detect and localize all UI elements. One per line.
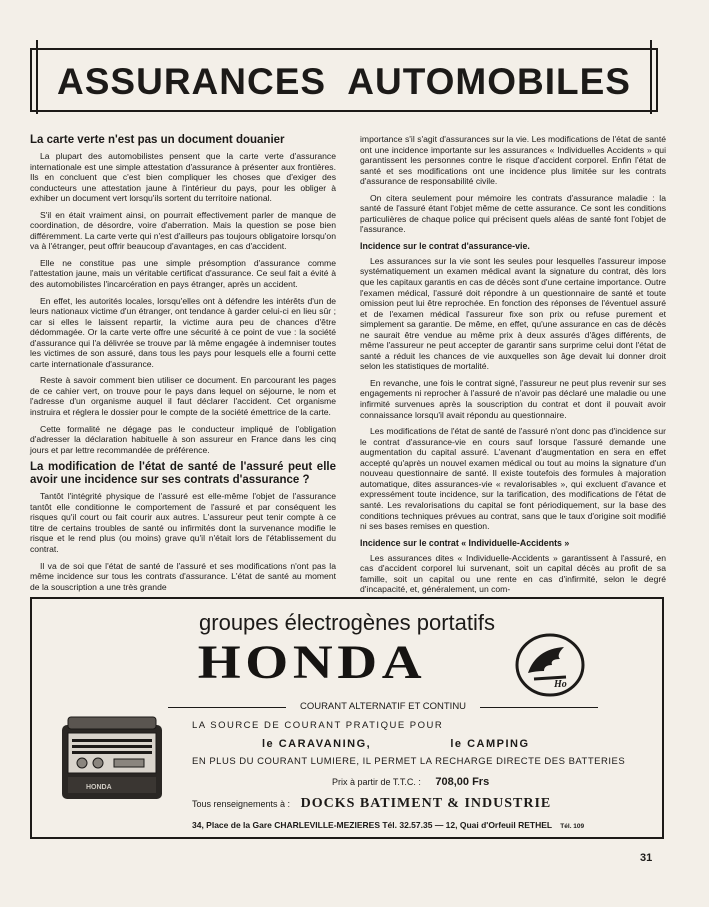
page-number: 31 xyxy=(640,852,653,864)
ad-line-batteries: EN PLUS DU COURANT LUMIERE, IL PERMET LA RECHARGE DIRECTE DES BATTERIES xyxy=(192,756,626,767)
honda-wordmark: HONDA xyxy=(197,636,427,689)
left-column xyxy=(30,134,336,594)
ad-line-uses xyxy=(262,738,622,750)
ad-line-source: LA SOURCE DE COURANT PRATIQUE POUR xyxy=(192,720,444,731)
info-label: Tous renseignements à : xyxy=(192,799,291,809)
right-column xyxy=(360,134,666,594)
subheading-life-insurance: Incidence sur le contrat d'assurance-vie. xyxy=(360,240,530,251)
page-title: ASSURANCES AUTOMOBILES xyxy=(57,61,631,102)
paragraph: Reste à savoir comment bien utiliser ce document. En parcourant les pages de ce cahier vert, on trouve pour le pays dans lequel on séjourne, le nom et l'adresse d'un organisme auquel il faut déclarer l'accident. Cet organisme instruira et réglera le dossier pour le compte de la société émettrice de la carte. xyxy=(30,375,336,418)
paragraph: Tantôt l'intégrité physique de l'assuré est elle-même l'objet de l'assurance tantôt elle conditionne le comportement de l'assuré et par conséquent les risques qu'il court ou fait courir aux autres. L'assureur peut tenir compte à ce titre de certains troubles de santé ou infirmités dont la survenance modifie le risque et le rend plus (ou moins) grave qu'il n'était lors de l'établissement du contrat. xyxy=(30,491,336,554)
dealer-name: DOCKS BATIMENT & INDUSTRIE xyxy=(300,796,552,811)
ad-tagline: COURANT ALTERNATIF ET CONTINU xyxy=(299,701,467,712)
paragraph: importance s'il s'agit d'assurances sur la vie. Les modifications de l'état de santé ont une incidence importante sur les assurances « Individuelles Accidents » qui garantissent les personnes contre le risque d'accident corporel. Enfin l'état de santé et ses modifications ont une incidence plus limitée sur les contrats d'assurance de responsabilité civile. xyxy=(360,134,666,187)
dealer-tel-2: Tél. 109 xyxy=(560,823,585,830)
paragraph: On citera seulement pour mémoire les contrats d'assurance maladie : la santé de l'assuré étant l'objet même de cette assurance. Ce sont les conditions particulières de chaque police qui précisent quels aléas de santé font l'objet de l'assurance. xyxy=(360,192,666,235)
price-label: Prix à partir de T.T.C. : xyxy=(332,777,421,787)
generator-image xyxy=(58,711,168,803)
paragraph: S'il en était vraiment ainsi, on pourrait effectivement parler de manque de coordination, de désordre, voire d'aberration. Mais la question se pose bien différemment. La carte verte qui n'est d'ailleurs pas toujours obligatoire lorsqu'on va à l'étranger, peut offrir beaucoup d'avantages, en cas d'accident. xyxy=(30,209,336,252)
logo-text: Ho xyxy=(554,679,567,690)
paragraph: Les assurances sur la vie sont les seules pour lesquelles l'assureur impose systématiquement un examen médical avant la signature du contrat, dès lors que les capitaux garantis en cas de décès sont d'une certaine importance. Outre l'examen médical, l'assuré doit répondre à un questionnaire de santé et toute omission peut lui être reprochée. En fonction des réponses de l'éventuel assuré et de l'examen médical l'assureur fixe son prix ou refuse purement et simplement sa garantie. De même, en effet, qu'une assurance en cas de décès ne saurait être vendue au même prix à deux assurés d'âges différents, de même l'assureur ne peut accepter de garantir sans surprime celui dont l'état de santé a réduit les chances de vie auxquelles son âge devait lui donner droit selon les statistiques de mortalité. xyxy=(360,255,666,372)
ad-headline: groupes électrogènes portatifs xyxy=(199,610,495,635)
paragraph: Il va de soi que l'état de santé de l'assuré et ses modifications n'ont pas la même incidence sur tous les contrats d'assurance. L'état de santé au moment de la souscription a une très grande xyxy=(30,560,336,592)
ad-camping: le CAMPING xyxy=(450,738,530,750)
paragraph: Les modifications de l'état de santé de l'assuré n'ont donc pas d'incidence sur le contrat d'assurance-vie en cours sauf lorsque l'assuré demande une augmentation du capital assuré. L'avenant d'augmentation en sera en effet accepté qu'après un nouvel examen médical ou tout au moins la signature d'un nouveau questionnaire de santé. Il existe toutefois des formules à majoration automatique, dites assurances-vie « revalorisables », qui excluent d'avance et expressément toute incidence, sur la tarification, des modifications de l'état de santé. Les revalorisations du capital se font périodiquement, sur la base des conditions techniques prévues au contrat, sans que le taux d'origine soit modifié ni ses bases remises en question. xyxy=(360,426,666,532)
dealer-address: 34, Place de la Gare CHARLEVILLE-MEZIERES Tél. 32.57.35 — 12, Quai d'Orfeuil RETHEL xyxy=(192,820,552,830)
article-body xyxy=(30,134,666,594)
paragraph: Les assurances dites « Individuelle-Accidents » garantissent à l'assuré, en cas d'accident corporel lui survenant, soit un capital décès au profit de sa famille, soit un capital ou une rente en cas d'infirmité, selon le degré d'incapacité, et, généralement, un com- xyxy=(360,552,666,595)
subheading-individual-accidents: Incidence sur le contrat « Individuelle-Accidents » xyxy=(360,537,570,548)
ad-price-line xyxy=(332,776,652,788)
tagline-rule xyxy=(168,701,598,713)
header-banner xyxy=(30,48,658,112)
paragraph: La plupart des automobilistes pensent que la carte verte d'assurance internationale est une simple attestation d'assurance à présenter aux frontières. Ils en concluent que c'est bien compliquer les choses que d'exiger des conducteurs une attestation jaune à l'intérieur du pays, pour les obliger à exhiber un document vert lorsqu'ils sortent du territoire national. xyxy=(30,151,336,204)
paragraph: Cette formalité ne dégage pas le conducteur impliqué de l'obligation d'adresser la déclaration habituelle à son assureur en France dans les cinq jours et par lettre recommandée de préférence. xyxy=(30,423,336,455)
section-heading-health: La modification de l'état de santé de l'assuré peut elle avoir une incidence sur ses contrats d'assurance ? xyxy=(30,461,336,487)
honda-wing-logo-icon xyxy=(514,633,586,697)
paragraph: En revanche, une fois le contrat signé, l'assureur ne peut plus revenir sur ses engagements ni reprocher à l'assuré de n'avoir pas déclaré une maladie ou une infirmité survenues après la souscription du contrat et dont il pouvait avoir connaissance lorsqu'il avait répondu au questionnaire. xyxy=(360,377,666,420)
ad-address-line xyxy=(192,820,662,830)
paragraph: Elle ne constitue pas une simple présomption d'assurance comme l'attestation jaune, mais un véritable certificat d'assurance. Ce seul fait a évité à des automobilistes l'incarcération en pays étranger, après un accident. xyxy=(30,257,336,290)
section-heading-green-card: La carte verte n'est pas un document douanier xyxy=(30,134,285,146)
ad-caravaning: le CARAVANING, xyxy=(262,738,372,750)
price-value: 708,00 Frs xyxy=(435,776,490,788)
honda-advertisement xyxy=(30,597,664,839)
paragraph: En effet, les autorités locales, lorsqu'elles ont à défendre les intérêts d'un de leurs nationaux victime d'un étranger, ont tendance à garder celui-ci en lieu sûr ; car si elles le laissent repartir, la victime aura peu de chances d'être dédommagée. Or la carte verte offre une sécurité à ce point de vue : la société d'assurance qui l'a délivrée se trouve par là même engagée à indemniser toutes les victimes de son assuré, dans tous les pays pour lesquels elle a fourni cette carte internationale d'assurance. xyxy=(30,295,336,369)
ad-contact-line xyxy=(192,796,662,812)
generator-label: HONDA xyxy=(86,784,112,791)
